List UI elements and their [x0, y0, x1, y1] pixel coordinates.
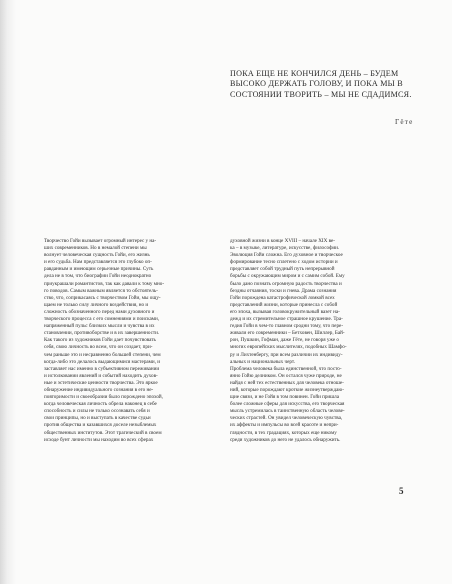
text-line: ные и эстетические ценности творчества. Это яркое: [44, 379, 158, 386]
text-line: становлении, противоборстве и в их завершенности.: [44, 330, 160, 337]
text-line: представляет собой трудный путь непрерывной: [230, 266, 335, 273]
text-line: найдя с ней тех естественных для человека отноше-: [230, 379, 344, 386]
text-line: го поводов. Самым важным является то обстоятель-: [44, 287, 158, 294]
text-line: ний, которые порождают кроткие жизнеутверждаю-: [230, 386, 344, 393]
text-line: многих европейских мыслителях, подобных Шамфо-: [230, 344, 347, 351]
text-line: среди художников до него не удалось обнаружить.: [230, 436, 341, 443]
text-line: равданным и имеющим серьезные причины. Суть: [44, 266, 154, 273]
text-line: себя, свою личность во всем, что он создает, при-: [44, 344, 153, 351]
text-line: повторимости и своеобразии было порождено эпохой,: [44, 394, 163, 401]
text-line: яннo Гойю делником. Он остался чуже природе, не: [230, 372, 342, 379]
text-line: альных и национальных черт.: [230, 358, 296, 365]
epigraph: [230, 69, 430, 100]
text-line: бездны отчаяния, тоски и гнева. Драма сознания: [230, 287, 337, 294]
text-line: их аффекты и импульсы во всей красоте и непри-: [230, 422, 339, 429]
text-line: было дано познать огромную радость творчества и: [230, 280, 342, 287]
text-line: духовной жизни в конце XVIII – начале XIX ве-: [230, 238, 336, 244]
text-line: общественных институтов. Этот трагический в своем: [44, 429, 162, 436]
text-line: сложность обозначенного перед нами духовного и: [44, 308, 155, 315]
page-number: 5: [399, 486, 404, 496]
text-line: приукрашали романтистов, так как давали к тому мно-: [44, 280, 165, 287]
text-line: и истолковании явлений и событий находить духов-: [44, 372, 158, 379]
text-line: ство, что, соприкасаясь с творчеством Гойи, мы ощу-: [44, 294, 161, 301]
text-line: борьбы с окружающим миром и с самим собой. Ему: [230, 273, 345, 280]
text-line: когда человеческая личность обрела наконец в себе: [44, 401, 157, 408]
text-line: щаем не только силу личного воздействия, но и: [44, 301, 149, 308]
epigraph-line: ПОКА ЕЩЕ НЕ КОНЧИЛСЯ ДЕНЬ – БУДЕМ: [230, 69, 399, 78]
text-line: способность и силы не только осознавать себя и: [44, 408, 150, 415]
text-line: творческого процесса с его сомнениями и поисками,: [44, 316, 160, 323]
text-line: обнаружение индивидуального сознания в его не-: [44, 386, 154, 393]
text-line: ру и Лихтенбергу, при всем различии их индивиду-: [230, 351, 343, 358]
text-line: чем раньше это и несравненно большей степени, чем: [44, 351, 161, 358]
text-line: Как такого из художников Гойи дает почувствовать: [44, 337, 156, 344]
text-line: ших современников. Но в немалой степени мы: [44, 245, 147, 252]
text-line: более сложные сферы для искусства, его творческая: [230, 401, 345, 408]
text-line: рон, Пушкин, Гофман, даже Гёте, не говоря уже о: [230, 337, 339, 344]
text-line: представлений жизни, которые принесла с собой: [230, 301, 338, 308]
text-line: против общества и казавшихся доселе незыблемых: [44, 422, 157, 429]
text-line: Эволюция Гойи сложна. Его духовное и творческое: [230, 252, 343, 259]
text-line: глядности, в тех градациях, которых еще никому: [230, 429, 337, 436]
text-line: волнует человеческая сущность Гойи, его жизнь: [44, 252, 150, 259]
text-line: когда-либо это делалось выдающимися мастерами, и: [44, 358, 161, 365]
book-spine-shadow: [0, 0, 16, 584]
text-line: исходе бунт личности мы находим во всех сферах: [44, 436, 154, 443]
text-line: дежд и их стремительное страшное крушение. Тра-: [230, 316, 343, 323]
text-line: Гойи порождена катастрофической ломкой всех: [230, 294, 335, 301]
epigraph-line: ВЫСОКО ДЕРЖАТЬ ГОЛОВУ, И ПОКА МЫ В: [230, 79, 403, 89]
text-line: ческих страстей. Он увидел человеческую чувства,: [230, 415, 343, 422]
text-line: его эпоха, вызывая головокружительный вазет на-: [230, 308, 340, 315]
text-line: дела не в том, что биографии Гойи неоднократно: [44, 273, 152, 280]
text-line: щие связи, и не Гойя в том повинен. Гойи пришла: [230, 394, 339, 401]
text-line: заставляет нас именно в субъективном переживании: [44, 365, 160, 372]
text-line: живали его современники – Бетховен, Шиллер, Бай-: [230, 330, 345, 337]
text-line: гедия Гойи в чем-то главном сродни тому, что пере-: [230, 323, 344, 330]
epigraph-author: Гёте: [395, 118, 414, 126]
text-line: Проблема человека была единственной, что посто-: [230, 365, 342, 372]
text-line: ка – в музыке, литературе, искусстве, философии.: [230, 245, 340, 252]
left-text-column: [44, 238, 218, 444]
text-line: свои принципы, но и выступать в качестве судьи: [44, 415, 151, 422]
epigraph-line: СОСТОЯНИИ ТВОРИТЬ – МЫ НЕ СДАДИМСЯ.: [230, 89, 412, 99]
right-text-column: [230, 238, 406, 444]
text-line: Творчество Гойи вызывает огромный интерес у на-: [44, 238, 157, 244]
text-line: напряженный пульс близких мысли и чувства в их: [44, 323, 155, 330]
text-line: формирование тесно сплетено с ходом истории и: [230, 259, 338, 266]
text-line: и его судьба. Нам представляется это глубоко оп-: [44, 259, 152, 266]
text-line: мысль устремилась в таинственную область челове-: [230, 408, 345, 415]
